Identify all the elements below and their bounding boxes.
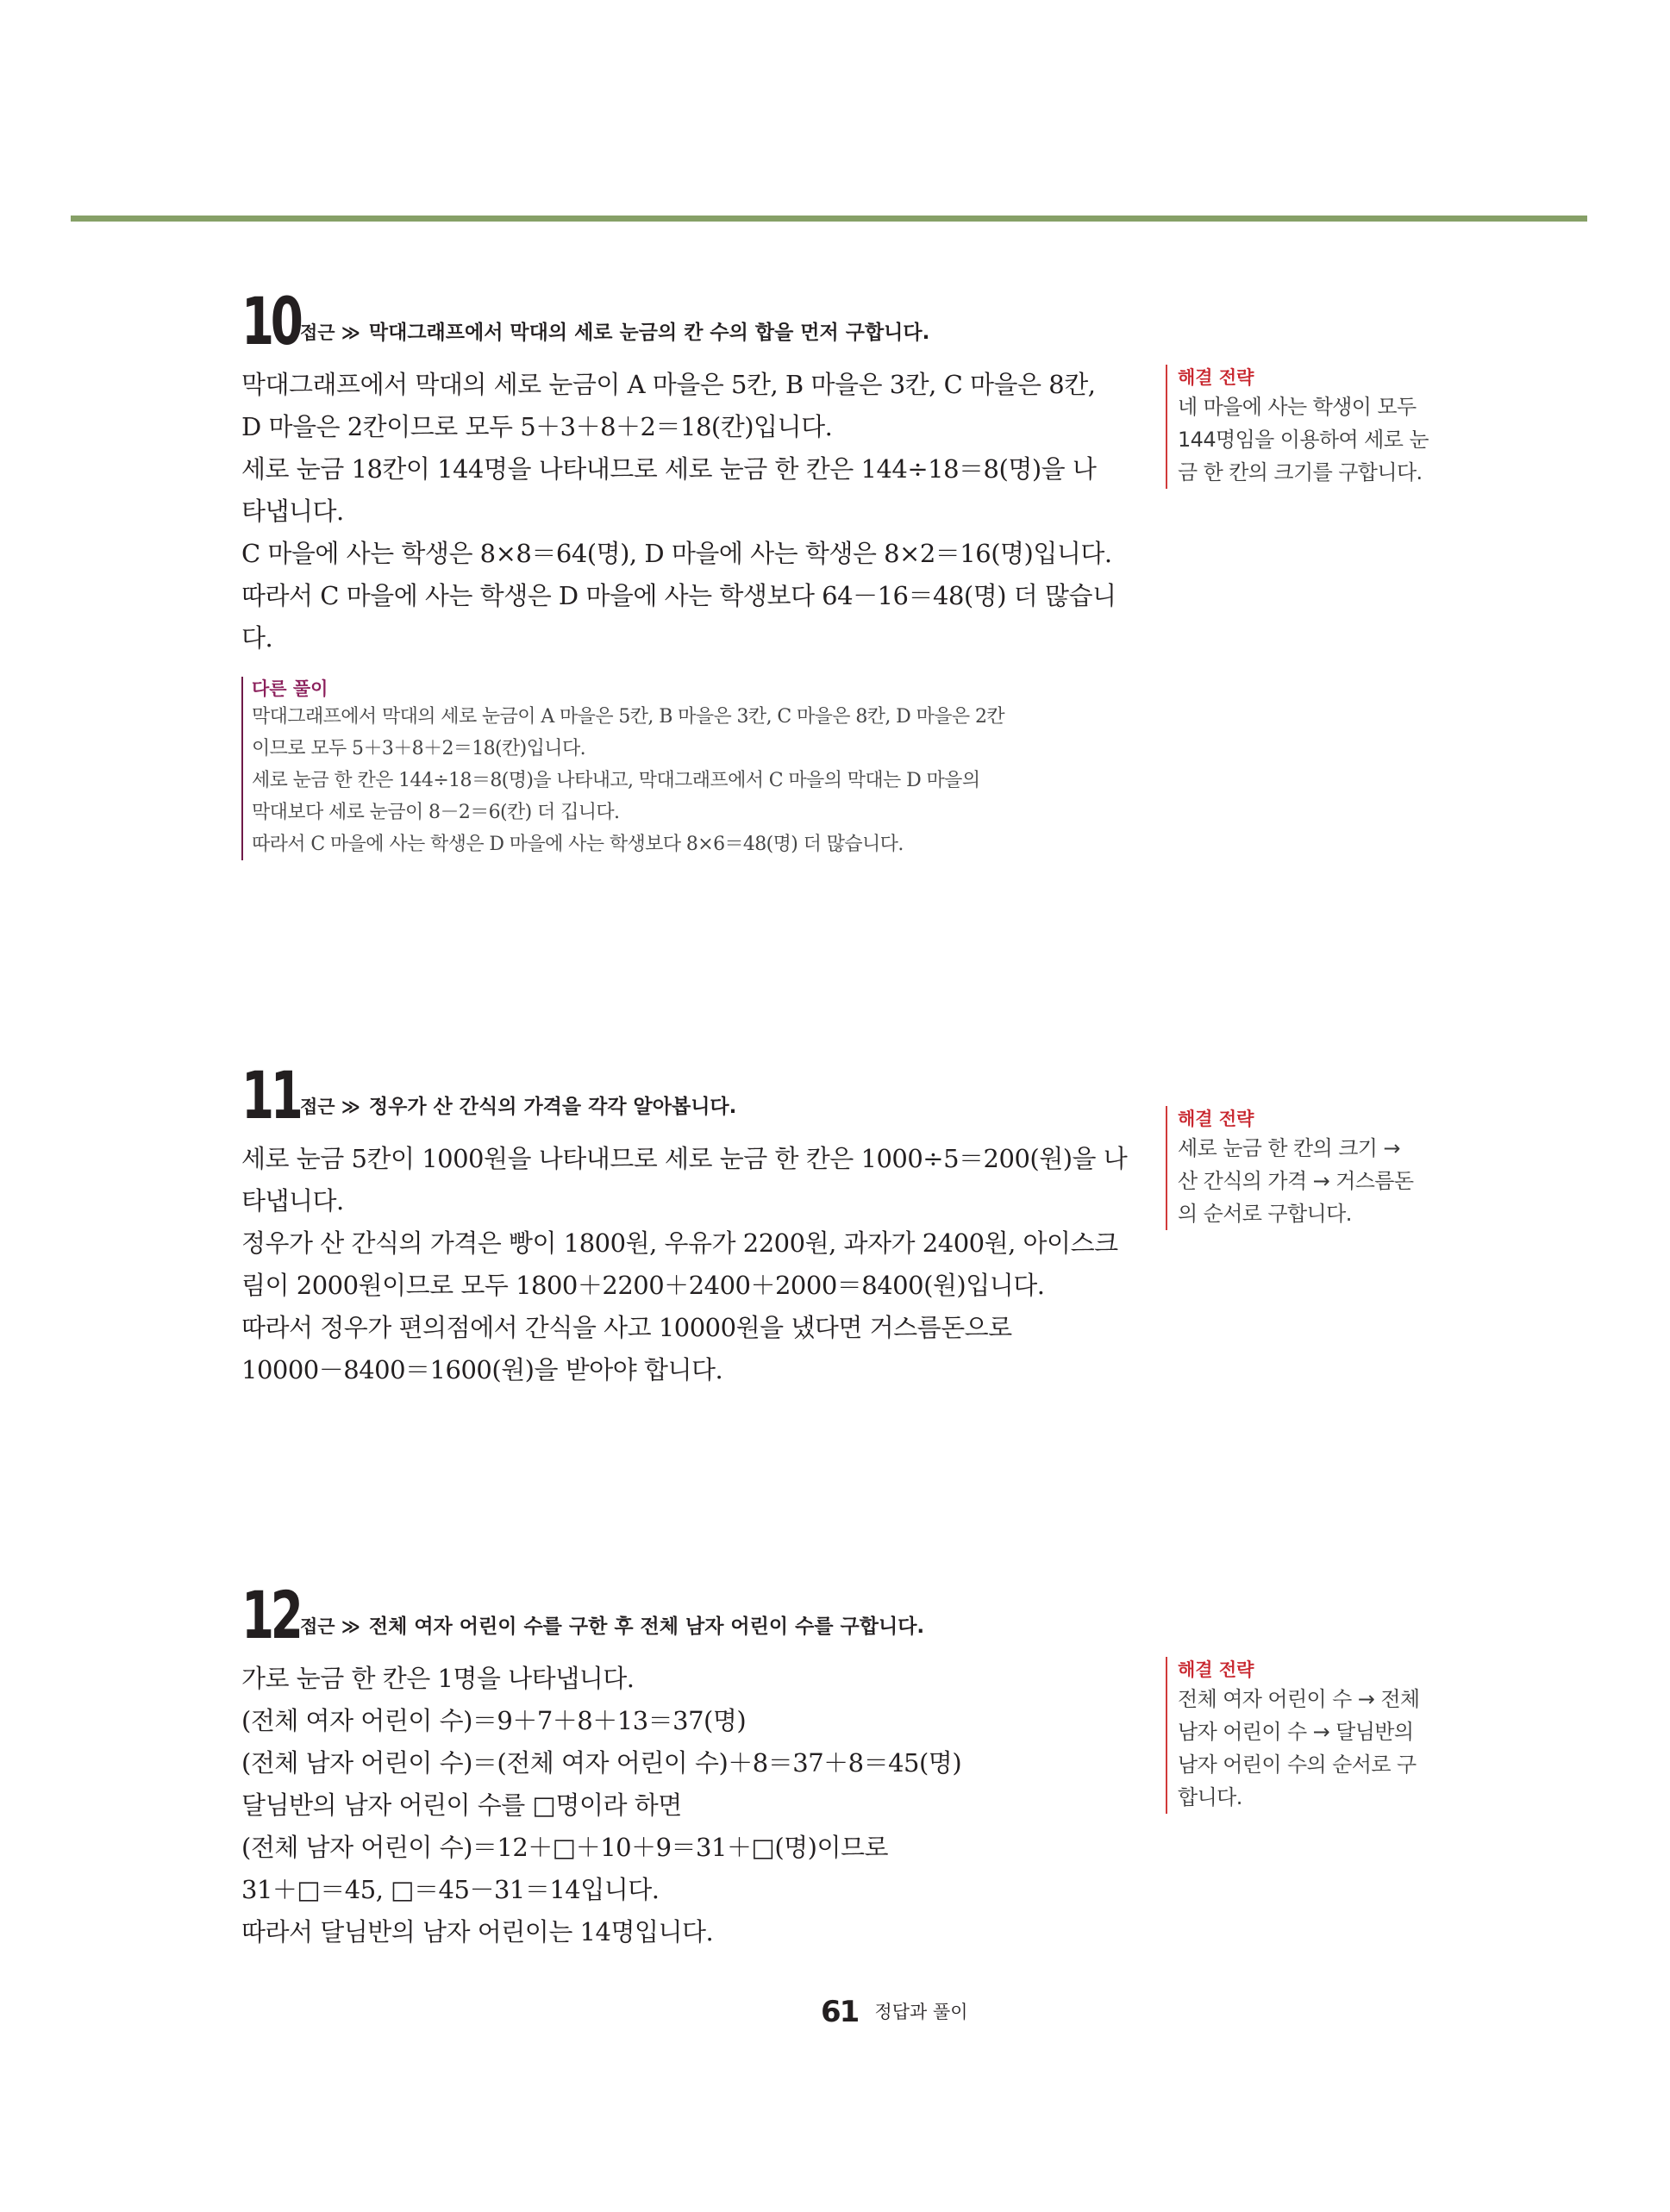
approach-heading xyxy=(300,316,929,345)
approach-tag: 접근 ≫ xyxy=(300,1097,360,1117)
solution-line: 가로 눈금 한 칸은 1명을 나타냅니다. xyxy=(241,1664,635,1693)
solution-body xyxy=(241,1138,1128,1391)
solution-body xyxy=(241,1658,1104,1953)
solution-line: 달님반의 남자 어린이 수를 □명이라 하면 xyxy=(241,1790,682,1820)
solution-line: 세로 눈금 5칸이 1000원을 나타내므로 세로 눈금 한 칸은 1000÷5＝200(원)을 나 xyxy=(241,1144,1128,1173)
solution-line: 타냅니다. xyxy=(241,497,344,526)
footer-label: 정답과 풀이 xyxy=(874,2002,968,2022)
strategy-note-10 xyxy=(1166,365,1454,489)
approach-heading xyxy=(300,1610,924,1639)
solution-line: 따라서 C 마을에 사는 학생은 D 마을에 사는 학생보다 64－16＝48(명) 더 많습니 xyxy=(241,581,1116,610)
solution-line: 세로 눈금 18칸이 144명을 나타내므로 세로 눈금 한 칸은 144÷18＝8(명)을 나 xyxy=(241,454,1097,484)
solution-line: 정우가 산 간식의 가격은 빵이 1800원, 우유가 2200원, 과자가 2400원, 아이스크 xyxy=(241,1228,1118,1258)
alternative-solution-line: 세로 눈금 한 칸은 144÷18＝8(명)을 나타내고, 막대그래프에서 C 마을의 막대는 D 마을의 xyxy=(252,770,980,791)
strategy-line: 합니다. xyxy=(1178,1785,1242,1809)
solution-line: 막대그래프에서 막대의 세로 눈금이 A 마을은 5칸, B 마을은 3칸, C 마을은 8칸, xyxy=(241,370,1096,399)
strategy-title: 해결 전략 xyxy=(1178,1659,1254,1680)
approach-heading xyxy=(300,1090,736,1119)
alternative-solution xyxy=(241,677,1114,860)
solution-line: 따라서 정우가 편의점에서 간식을 사고 10000원을 냈다면 거스름돈으로 xyxy=(241,1313,1012,1342)
strategy-line: 의 순서로 구합니다. xyxy=(1178,1202,1352,1226)
alternative-solution-title: 다른 풀이 xyxy=(252,678,328,699)
problem-number: 12 xyxy=(241,1577,300,1653)
alternative-solution-line: 막대보다 세로 눈금이 8－2＝6(칸) 더 깁니다. xyxy=(252,802,620,823)
approach-text: 막대그래프에서 막대의 세로 눈금의 칸 수의 합을 먼저 구합니다. xyxy=(368,322,930,344)
page-number: 61 xyxy=(821,1995,859,2029)
strategy-line: 144명임을 이용하여 세로 눈 xyxy=(1178,428,1429,452)
top-divider-rule xyxy=(71,216,1587,222)
strategy-note-12 xyxy=(1166,1657,1454,1814)
solution-line: (전체 남자 어린이 수)＝(전체 여자 어린이 수)＋8＝37＋8＝45(명) xyxy=(241,1748,962,1778)
strategy-line: 세로 눈금 한 칸의 크기 → xyxy=(1178,1136,1400,1160)
solution-line: 타냅니다. xyxy=(241,1186,344,1215)
alternative-solution-line: 이므로 모두 5＋3＋8＋2＝18(칸)입니다. xyxy=(252,738,585,759)
strategy-line: 남자 어린이 수의 순서로 구 xyxy=(1178,1753,1417,1777)
problem-number: 10 xyxy=(241,283,300,359)
approach-tag: 접근 ≫ xyxy=(300,1616,360,1637)
approach-text: 전체 여자 어린이 수를 구한 후 전체 남자 어린이 수를 구합니다. xyxy=(368,1615,925,1638)
strategy-title: 해결 전략 xyxy=(1178,1109,1254,1129)
strategy-note-11 xyxy=(1166,1106,1454,1230)
strategy-title: 해결 전략 xyxy=(1178,367,1254,388)
solution-line: 31＋□＝45, □＝45－31＝14입니다. xyxy=(241,1875,660,1904)
solution-line: D 마을은 2칸이므로 모두 5＋3＋8＋2＝18(칸)입니다. xyxy=(241,412,833,441)
solution-line: 림이 2000원이므로 모두 1800＋2200＋2400＋2000＝8400(원)입니다. xyxy=(241,1271,1045,1300)
alternative-solution-line: 막대그래프에서 막대의 세로 눈금이 A 마을은 5칸, B 마을은 3칸, C 마을은 8칸, D 마을은 2칸 xyxy=(252,706,1005,728)
alternative-solution-line: 따라서 C 마을에 사는 학생은 D 마을에 사는 학생보다 8×6＝48(명) 더 많습니다. xyxy=(252,834,904,855)
strategy-line: 네 마을에 사는 학생이 모두 xyxy=(1178,395,1417,419)
page-footer xyxy=(821,1995,968,2029)
approach-tag: 접근 ≫ xyxy=(300,322,360,343)
solution-line: 따라서 달님반의 남자 어린이는 14명입니다. xyxy=(241,1917,714,1946)
solution-line: 10000－8400＝1600(원)을 받아야 합니다. xyxy=(241,1355,723,1384)
solution-line: (전체 여자 어린이 수)＝9＋7＋8＋13＝37(명) xyxy=(241,1706,747,1735)
solution-line: 다. xyxy=(241,623,273,653)
solution-line: (전체 남자 어린이 수)＝12＋□＋10＋9＝31＋□(명)이므로 xyxy=(241,1833,889,1862)
solution-body xyxy=(241,364,1116,659)
strategy-line: 남자 어린이 수 → 달님반의 xyxy=(1178,1720,1414,1744)
solution-line: C 마을에 사는 학생은 8×8＝64(명), D 마을에 사는 학생은 8×2＝16(명)입니다. xyxy=(241,539,1112,568)
strategy-line: 산 간식의 가격 → 거스름돈 xyxy=(1178,1169,1414,1193)
approach-text: 정우가 산 간식의 가격을 각각 알아봅니다. xyxy=(368,1096,737,1118)
strategy-line: 금 한 칸의 크기를 구합니다. xyxy=(1178,460,1423,484)
problem-number: 11 xyxy=(241,1057,300,1134)
strategy-line: 전체 여자 어린이 수 → 전체 xyxy=(1178,1687,1420,1711)
